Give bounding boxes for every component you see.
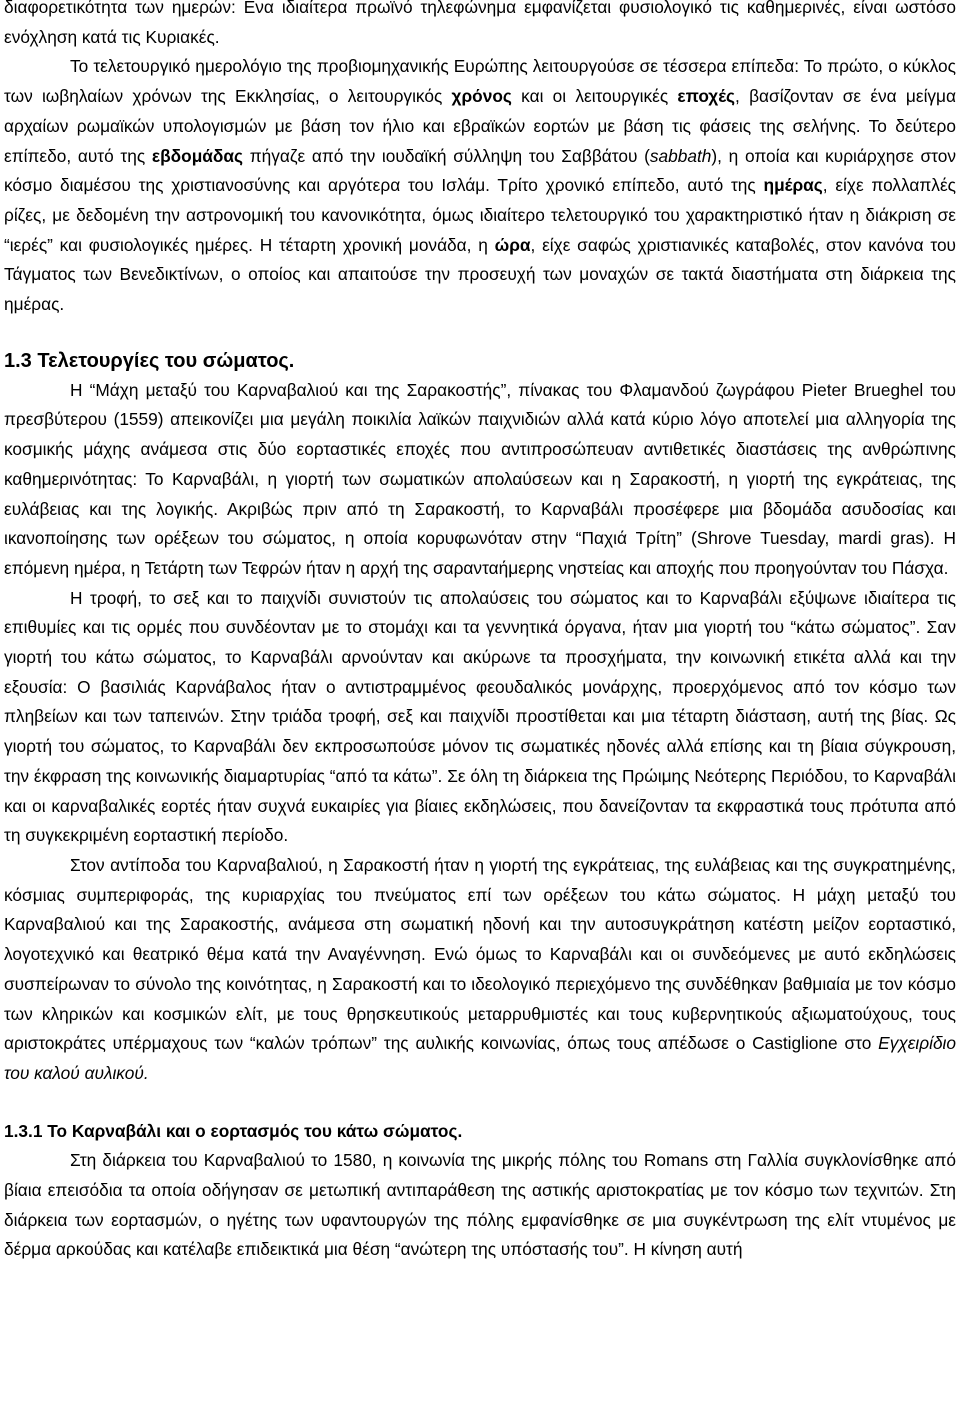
- paragraph-ritual-calendar: [4, 52, 956, 319]
- paragraph-lent: [4, 851, 956, 1089]
- bold-term: ημέρας: [763, 175, 823, 196]
- paragraph-text: και οι λειτουργικές: [511, 86, 678, 107]
- italic-title: Εγχειρίδιο του καλού αυλικού.: [4, 1033, 956, 1083]
- paragraph-text: διαφορετικότητα των ημερών: Ενα ιδιαίτερα πρωϊνό τηλεφώνημα εμφανίζεται φυσιολογικό τις καθημερινές, είναι ωστόσο ενόχληση κατά τις Κυριακές.: [4, 0, 956, 47]
- paragraph-text: , είχε σαφώς χριστιανικές καταβολές, στον κανόνα του Τάγματος των Βενεδικτίνων, ο οποίος και απαιτούσε την προσευχή των μοναχών σε τακτά διαστήματα στη διάρκεια της ημέρας.: [4, 234, 956, 315]
- bold-term: ώρα: [494, 234, 531, 255]
- paragraph-text: , βασίζονταν σε ένα μείγμα αρχαίων ρωμαϊκών υπολογισμών με βάση τον ήλιο και εβραϊκών εορτών με βάση τις φάσεις της σελήνης. Το δεύτερο επίπεδο, αυτό της: [4, 86, 956, 166]
- paragraph-romans-1580: Στη διάρκεια του Καρναβαλιού το 1580, η κοινωνία της μικρής πόλης του Romans στη Γαλλία συγκλονίσθηκε από βίαια επεισόδια τα οποία οδήγησαν σε μετωπική αντιπαράθεση της αστικής αριστοκρατίας με τον κόσμο των τεχνιτών. Στη διάρκεια των εορτασμών, ο ηγέτης των υφαντουργών της πόλης εμφανίσθηκε σε μια συγκέντρωση της ελίτ ντυμένος με δέρμα αρκούδας και κατέλαβε επιδεικτικά μια θέση “ανώτερη της υπόστασής του”. Η κίνηση αυτή: [4, 1150, 956, 1260]
- bold-term: εβδομάδας: [151, 145, 243, 166]
- subsection-heading: 1.3.1 Το Καρναβάλι και ο εορτασμός του κάτω σώματος.: [4, 1120, 463, 1141]
- paragraph-text: , είχε πολλαπλές ρίζες, με δεδομένη την αστρονομική του κανονικότητα, όμως ιδιαίτερο τελετουργικό του χαρακτηριστικό ήταν η διάκριση σε “ιερές” και φυσιολογικές ημέρες. Η τέταρτη χρονική μονάδα, η: [4, 175, 956, 255]
- paragraph-food-sex-play: Η τροφή, το σεξ και το παιχνίδι συνιστούν τις απολαύσεις του σώματος και το Καρναβάλι εξύψωνε ιδιαίτερα τις επιθυμίες και τις ορμές που συνδέονταν με το στομάχι και τα γεννητικά όργανα, ήταν μια γιορτή του “κάτω σώματος”. Σαν γιορτή του κάτω σώματος, το Καρναβάλι αρνούνταν και ακύρωνε τα προσχήματα, την κοινωνική ετικέτα αλλά και την εξουσία: Ο βασιλιάς Καρνάβαλος ήταν ο αντιστραμμένος φεουδαλικός μονάρχης, προερχόμενος από τον κόσμο των πληβείων και των ταπεινών. Στην τριάδα τροφή, σεξ και παιχνίδι προστίθεται και μια τέταρτη διάσταση, αυτή της βίας. Ως γιορτή του σώματος, το Καρναβάλι δεν εκπροσωπούσε μόνον τις σωματικές ηδονές αλλά επίσης και τη βίαια σύγκρουση, την έκφραση της κοινωνικής διαμαρτυρίας “από τα κάτω”. Σε όλη τη διάρκεια της Πρώιμης Νεότερης Περιόδου, το Καρναβάλι και οι καρναβαλικές εορτές ήταν συχνά ευκαιρίες για βίαιες εκδηλώσεις, που δανείζονταν τα εκφραστικά τους πρότυπα από τη συγκεκριμένη εορταστική περίοδο.: [4, 587, 956, 846]
- bold-term: εποχές: [677, 86, 736, 107]
- bold-term: χρόνος: [451, 86, 512, 107]
- paragraph-text: πήγαζε από την ιουδαϊκή σύλληψη του Σαββάτου (: [242, 145, 650, 166]
- page-content: [4, 0, 956, 1265]
- paragraph-continued: [4, 0, 956, 52]
- paragraph-text: ), η οποία και κυριάρχησε στον κόσμο διαμέσου της χριστιανοσύνης και αργότερα του Ισλάμ. Τρίτο χρονικό επίπεδο, αυτό της: [4, 145, 956, 196]
- section-heading: 1.3 Τελετουργίες του σώματος.: [4, 349, 295, 372]
- paragraph-text: Στον αντίποδα του Καρναβαλιού, η Σαρακοστή ήταν η γιορτή της εγκράτειας, της ευλάβειας και της συγκρατημένης, κόσμιας συμπεριφοράς, της κυριαρχίας του πνεύματος επί των ορέξεων του κάτω σώματος. Η μάχη μεταξύ του Καρναβαλιού και της Σαρακοστής, ανάμεσα στη σωματική ηδονή και την αυτοσυγκράτηση κατέστη μείζον εορταστικό, λογοτεχνικό και θεατρικό θέμα κατά την Αναγέννηση. Ενώ όμως το Καρναβάλι και οι συνδεόμενες με αυτό εκδηλώσεις συσπείρωναν το σύνολο της κοινότητας, η Σαρακοστή και το ιδεολογικό περιεχόμενο της συνδέθηκαν βαθμιαία με τον κόσμο των κληρικών και κοσμικών ελίτ, με τους θρησκευτικούς μεταρρυθμιστές και τους κυβερνητικούς αξιωματούχους, τους αριστοκράτες υπέρμαχους των “καλών τρόπων” της αυλικής κοινωνίας, όπως τους απέδωσε ο Castiglione στο: [4, 854, 956, 1054]
- paragraph-text: Το τελετουργικό ημερολόγιο της προβιομηχανικής Ευρώπης λειτουργούσε σε τέσσερα επίπεδα: Το πρώτο, ο κύκλος των ιωβηλαίων χρόνων της Εκκλησίας, ο λειτουργικός: [4, 56, 956, 107]
- italic-term: sabbath: [649, 145, 712, 166]
- paragraph-brueghel: Η “Μάχη μεταξύ του Καρναβαλιού και της Σαρακοστής”, πίνακας του Φλαμανδού ζωγράφου Pieter Brueghel του πρεσβύτερου (1559) απεικονίζει μια μεγάλη ποικιλία λαϊκών παιχνιδιών αλλά κατά κύριο λόγο αποτελεί μια αλληγορία της κοσμικής μάχης ανάμεσα στις δύο εορταστικές εποχές που αντιπροσώπευαν αντιθετικές διαστάσεις της ανθρώπινης καθημερινότητας: Το Καρναβάλι, η γιορτή των σωματικών απολαύσεων και η Σαρακοστή, η γιορτή της εγκράτειας, της ευλάβειας και της λογικής. Ακριβώς πριν από τη Σαρακοστή, το Καρναβάλι προσέφερε μια βδομάδα ασυδοσίας και ικανοποίησης των ορέξεων του σώματος, η οποία κορυφωνόταν στην “Παχιά Τρίτη” (Shrove Tuesday, mardi gras). Η επόμενη ημέρα, η Τετάρτη των Τεφρών ήταν η αρχή της σαρανταήμερης νηστείας και αποχής που προηγούνταν του Πάσχα.: [4, 379, 956, 578]
